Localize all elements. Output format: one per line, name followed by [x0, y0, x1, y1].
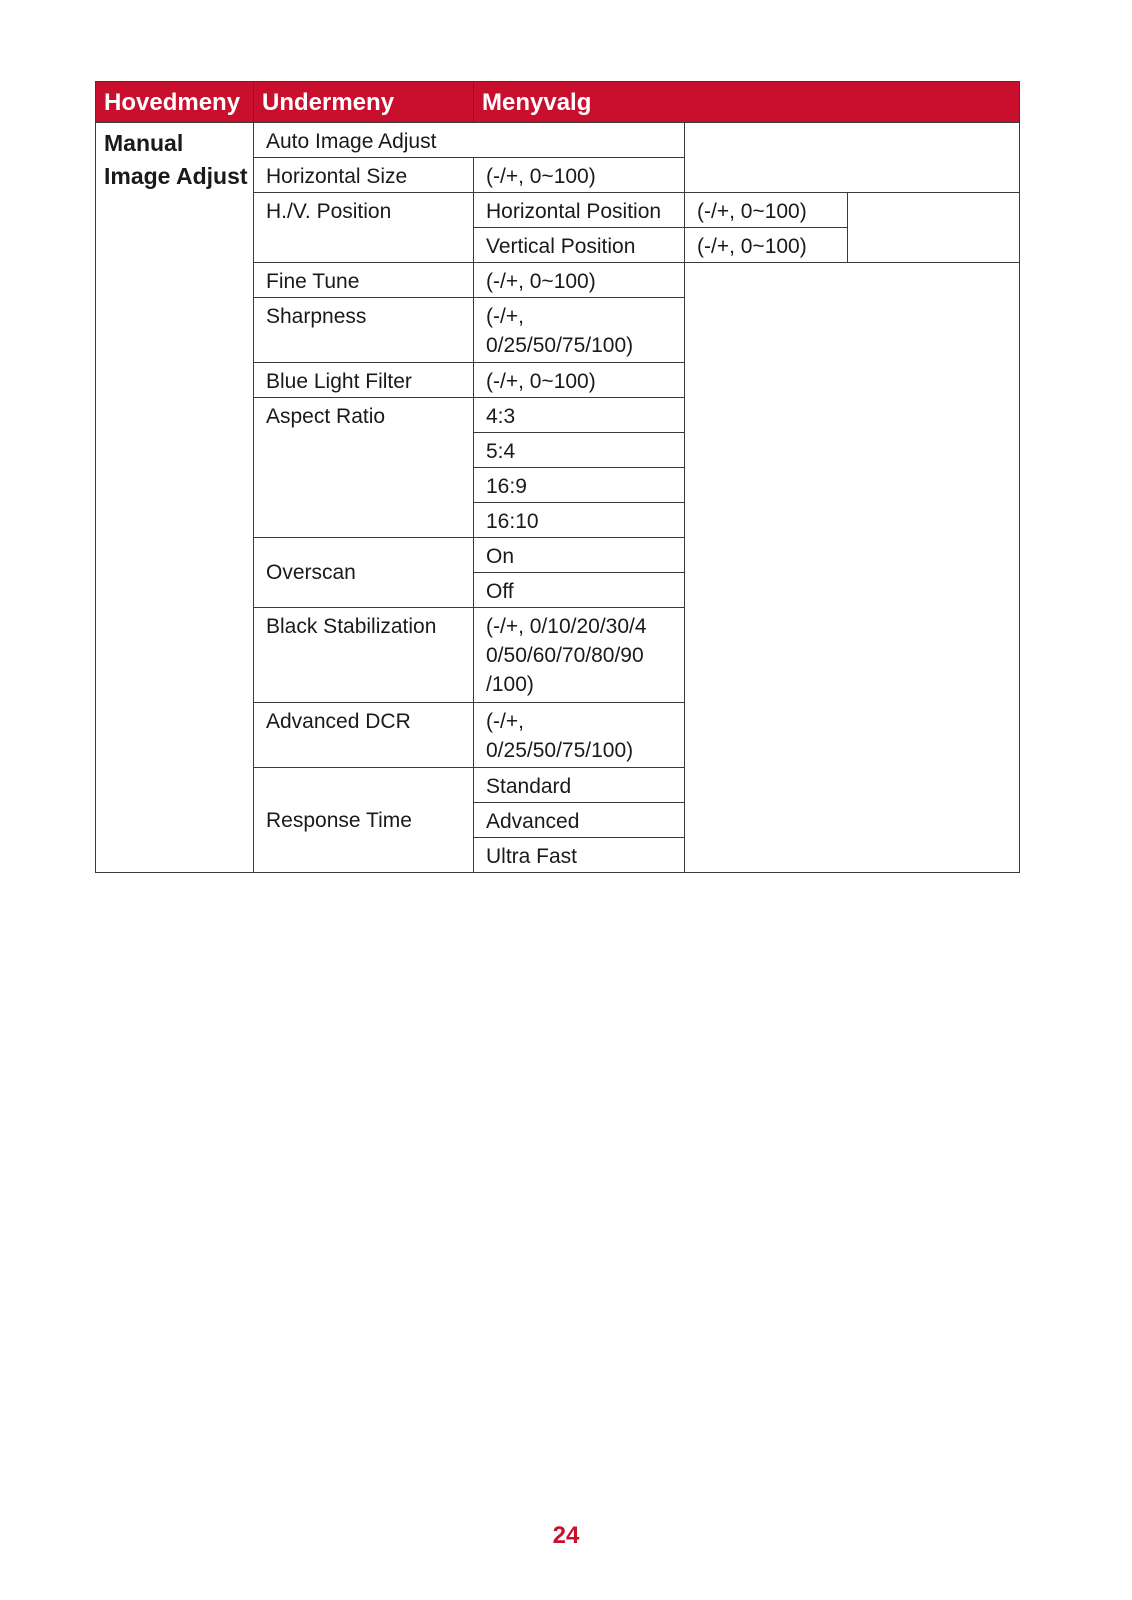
response-time-option: Advanced: [474, 803, 685, 838]
sharpness-label: Sharpness: [254, 298, 474, 363]
horizontal-size-value: (-/+, 0~100): [474, 158, 685, 193]
black-stabilization-value-line3: /100): [486, 673, 534, 696]
hv-position-label: H./V. Position: [254, 193, 474, 263]
vertical-position-label: Vertical Position: [474, 228, 685, 263]
fine-tune-label: Fine Tune: [254, 263, 474, 298]
overscan-option: On: [474, 538, 685, 573]
vertical-position-value: (-/+, 0~100): [685, 228, 848, 263]
header-menu-option: Menyvalg: [474, 82, 1020, 123]
sharpness-value-line1: (-/+,: [486, 305, 524, 328]
overscan-option: Off: [474, 573, 685, 608]
advanced-dcr-label: Advanced DCR: [254, 703, 474, 768]
black-stabilization-value: [474, 608, 685, 703]
black-stabilization-value-line1: (-/+, 0/10/20/30/4: [486, 615, 647, 638]
table-row: [96, 123, 1020, 158]
advanced-dcr-value: [474, 703, 685, 768]
header-main-menu: Hovedmeny: [96, 82, 254, 123]
table-header-row: [96, 82, 1020, 123]
main-menu-item: [96, 123, 254, 873]
aspect-ratio-option: 16:9: [474, 468, 685, 503]
advanced-dcr-value-line1: (-/+,: [486, 710, 524, 733]
aspect-ratio-option: 16:10: [474, 503, 685, 538]
blue-light-filter-value: (-/+, 0~100): [474, 363, 685, 398]
header-sub-menu: Undermeny: [254, 82, 474, 123]
response-time-option: Standard: [474, 768, 685, 803]
blank-cell: [685, 123, 1020, 193]
blank-cell: [685, 263, 1020, 873]
blank-cell: [848, 193, 1020, 263]
aspect-ratio-label: Aspect Ratio: [254, 398, 474, 538]
aspect-ratio-option: 4:3: [474, 398, 685, 433]
menu-table: [95, 81, 1020, 873]
response-time-option: Ultra Fast: [474, 838, 685, 873]
black-stabilization-label: Black Stabilization: [254, 608, 474, 703]
auto-image-adjust-label: Auto Image Adjust: [254, 123, 685, 158]
blue-light-filter-label: Blue Light Filter: [254, 363, 474, 398]
sharpness-value: [474, 298, 685, 363]
main-menu-line2: Image Adjust: [104, 163, 248, 189]
sharpness-value-line2: 0/25/50/75/100): [486, 334, 634, 357]
aspect-ratio-option: 5:4: [474, 433, 685, 468]
black-stabilization-value-line2: 0/50/60/70/80/90: [486, 644, 644, 667]
horizontal-size-label: Horizontal Size: [254, 158, 474, 193]
fine-tune-value: (-/+, 0~100): [474, 263, 685, 298]
advanced-dcr-value-line2: 0/25/50/75/100): [486, 739, 634, 762]
horizontal-position-label: Horizontal Position: [474, 193, 685, 228]
horizontal-position-value: (-/+, 0~100): [685, 193, 848, 228]
page-number: 24: [552, 1522, 580, 1549]
response-time-label: Response Time: [254, 768, 474, 873]
overscan-label: Overscan: [254, 538, 474, 608]
main-menu-line1: Manual: [104, 130, 184, 156]
